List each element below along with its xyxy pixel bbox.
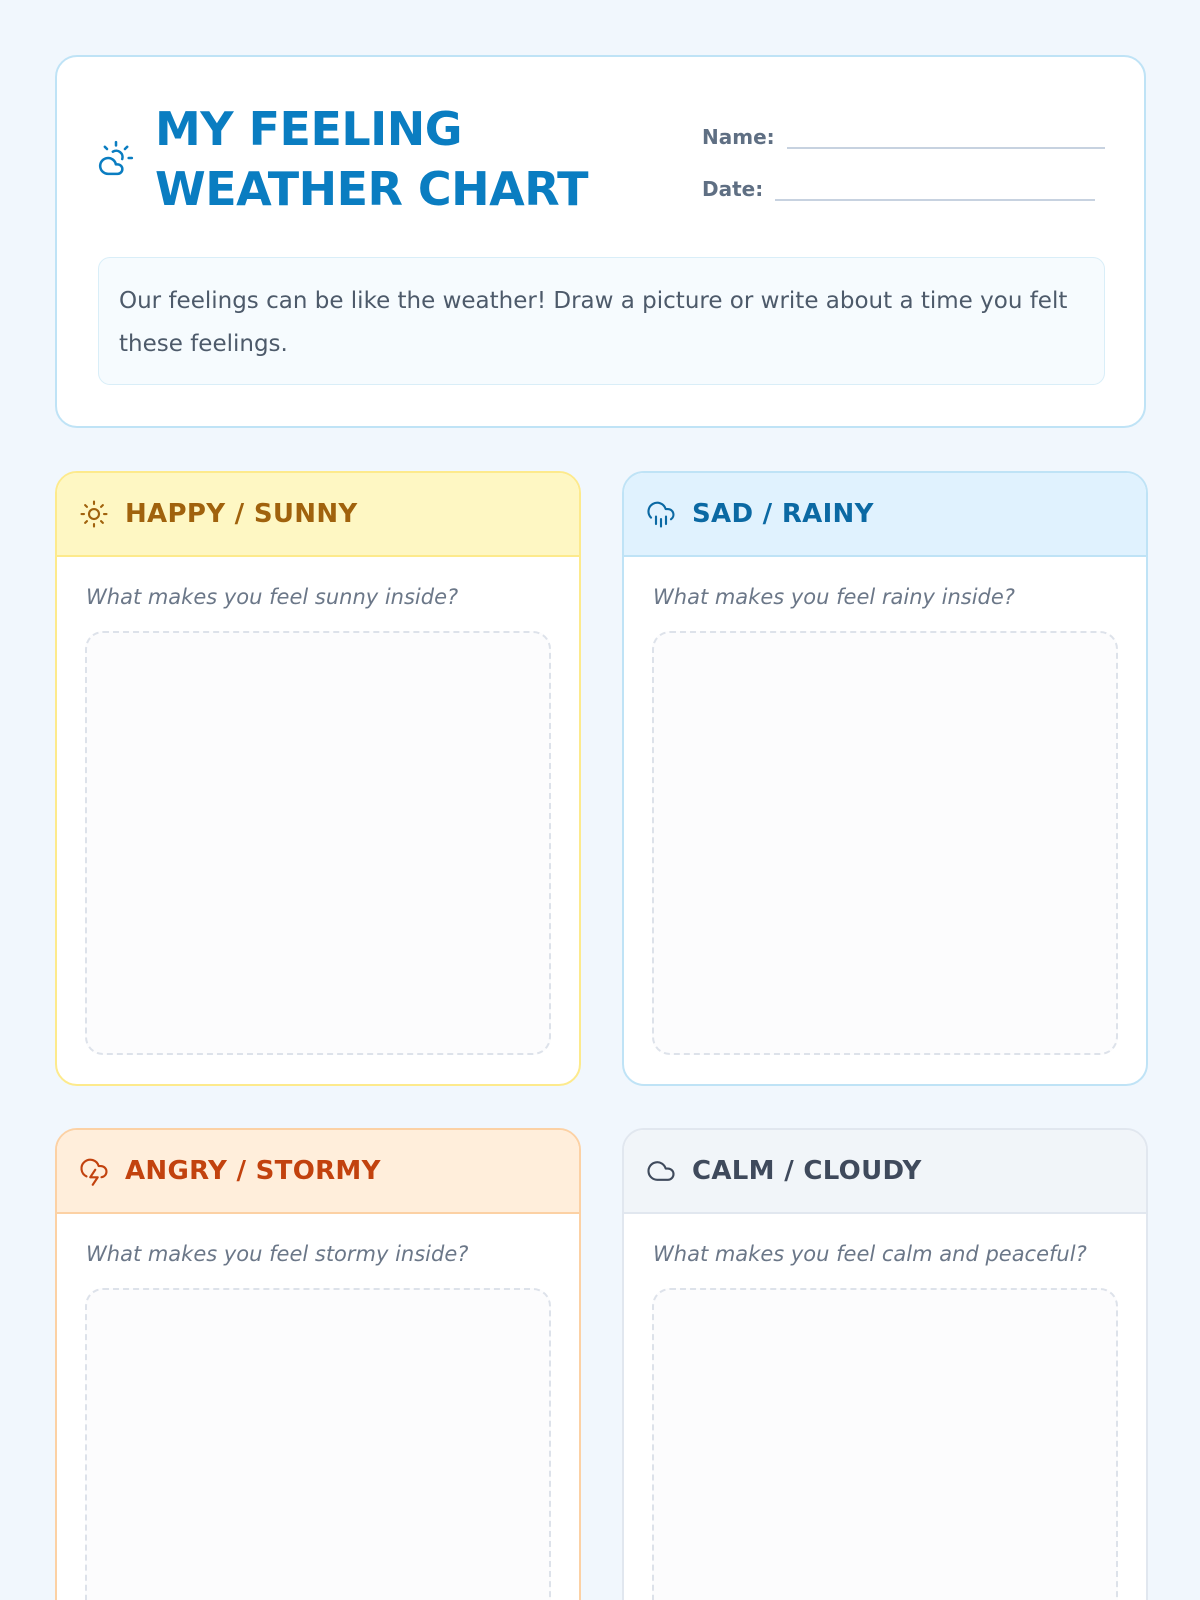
card-prompt: What makes you feel sunny inside?	[86, 585, 459, 609]
card-angry-stormy	[55, 1128, 581, 1600]
card-prompt: What makes you feel stormy inside?	[86, 1242, 469, 1266]
drawing-area[interactable]	[85, 631, 551, 1055]
name-row	[702, 115, 1105, 149]
card-header	[57, 1130, 579, 1214]
rain-cloud-icon	[646, 499, 676, 529]
date-label: Date:	[702, 177, 764, 201]
sun-behind-cloud-icon	[97, 139, 135, 177]
card-prompt: What makes you feel calm and peaceful?	[653, 1242, 1087, 1266]
storm-cloud-icon	[79, 1156, 109, 1186]
sun-icon	[79, 499, 109, 529]
date-field[interactable]	[775, 167, 1095, 201]
card-title: CALM / CLOUDY	[692, 1156, 922, 1186]
card-header	[57, 473, 579, 557]
card-happy-sunny	[55, 471, 581, 1086]
card-header	[624, 473, 1146, 557]
drawing-area[interactable]	[85, 1288, 551, 1600]
drawing-area[interactable]	[652, 631, 1118, 1055]
card-header	[624, 1130, 1146, 1214]
card-title: ANGRY / STORMY	[125, 1156, 381, 1186]
date-row	[702, 167, 1095, 201]
title-line-2: WEATHER CHART	[155, 162, 589, 216]
card-title: SAD / RAINY	[692, 499, 874, 529]
card-sad-rainy	[622, 471, 1148, 1086]
name-field[interactable]	[787, 115, 1105, 149]
card-title: HAPPY / SUNNY	[125, 499, 358, 529]
name-label: Name:	[702, 125, 775, 149]
title-line-1: MY FEELING	[155, 102, 463, 156]
page-title	[155, 99, 675, 219]
card-prompt: What makes you feel rainy inside?	[653, 585, 1015, 609]
cloud-icon	[646, 1156, 676, 1186]
drawing-area[interactable]	[652, 1288, 1118, 1600]
card-calm-cloudy	[622, 1128, 1148, 1600]
header-card	[55, 55, 1146, 428]
intro-text: Our feelings can be like the weather! Draw a picture or write about a time you felt these feelings.	[98, 257, 1105, 385]
